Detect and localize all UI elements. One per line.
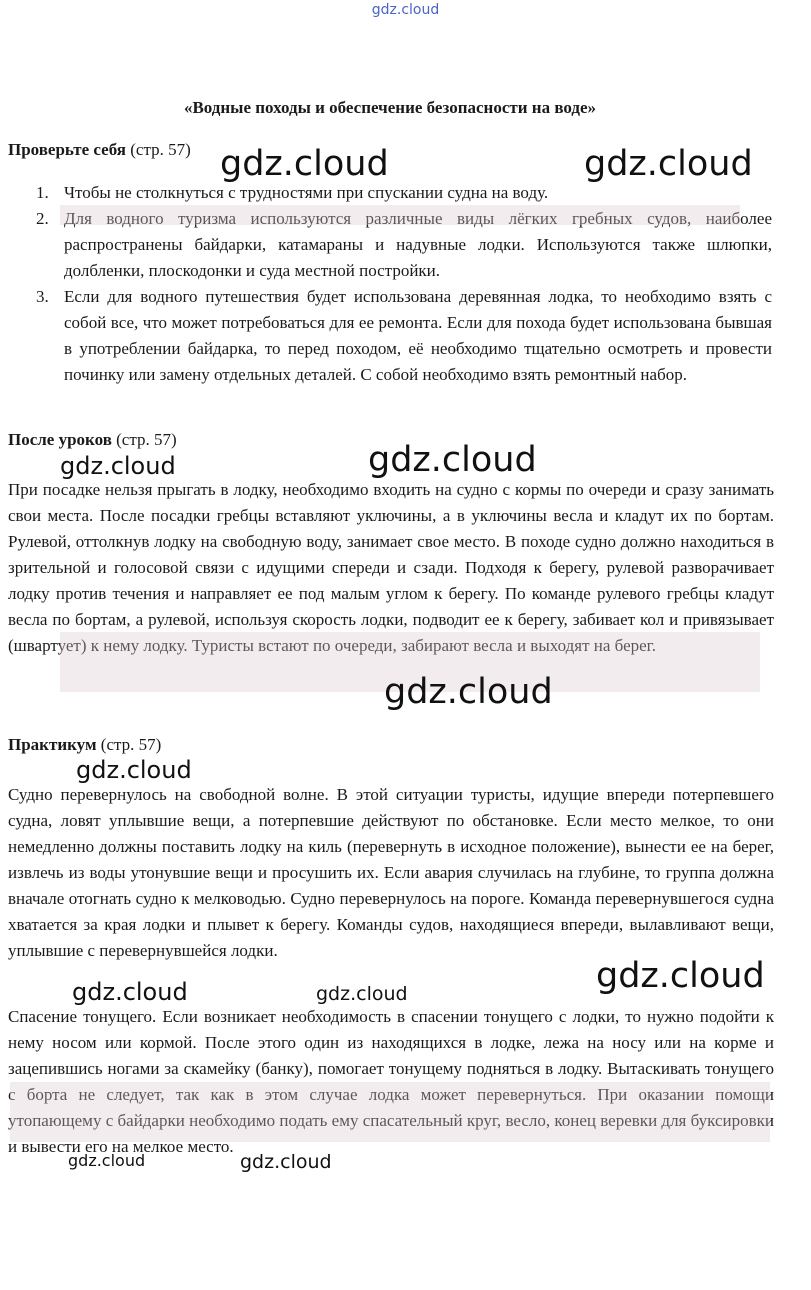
section-heading-practicum [8,735,161,755]
item-number: 2. [36,209,49,228]
heading-bold: Проверьте себя [8,140,126,159]
item-text: Если для водного путешествия будет использована деревянная лодка, то необходимо взять с собой все, что может потребоваться для ее ремонта. Если для похода будет использована бывшая в употреблении байдарка, то перед походом, её необходимо тщательно осмотреть и провести починку или замену отдельных деталей. С собой необходимо взять ремонтный набор. [64,287,772,384]
heading-bold: После уроков [8,430,112,449]
item-number: 3. [36,287,49,306]
top-link[interactable]: gdz.cloud [371,2,440,18]
section-heading-after-lessons [8,430,177,450]
heading-page-ref: (стр. 57) [111,430,177,449]
item-text: Чтобы не столкнуться с трудностями при спускании судна на воду. [64,183,549,202]
practicum-paragraph-1: Судно перевернулось на свободной волне. В этой ситуации туристы, идущие впереди потерпевшего судна, ловят уплывшие вещи, а потерпевшие действуют по обстановке. Если место мелкое, то они немедленно должны поставить лодку на киль (перевернуть в исходное положение), вынести ее на берег, извлечь из воды утонувшие вещи и просушить их. Если авария случилась на глубине, то группа должна вначале отогнать судно к мелководью. Судно перевернулось на пороге. Команда перевернувшегося судна хватается за края лодки и плывет к берегу. Команды судов, находящиеся впереди, вылавливают вещи, уплывшие с перевернувшейся лодки. [8,785,774,960]
answers-list [8,180,772,388]
watermark: gdz.cloud [316,983,408,1005]
heading-page-ref: (стр. 57) [96,735,162,754]
item-number: 1. [36,183,49,202]
page-title: «Водные походы и обеспечение безопасности на воде» [183,98,597,117]
watermark: gdz.cloud [584,144,753,184]
heading-bold: Практикум [8,735,97,754]
watermark: gdz.cloud [60,452,176,480]
watermark: gdz.cloud [76,756,192,784]
watermark: gdz.cloud [384,672,553,712]
watermark: gdz.cloud [240,1151,332,1173]
list-item [8,206,772,284]
heading-page-ref: (стр. 57) [126,140,191,159]
watermark: gdz.cloud [596,956,765,996]
after-lessons-paragraph: При посадке нельзя прыгать в лодку, необходимо входить на судно с кормы по очереди и сразу занимать свои места. После посадки гребцы вставляют уключины, а в уключины весла и кладут их по бортам. Рулевой, оттолкнув лодку на свободную воду, занимает свое место. В походе судно должно находиться в зрительной и голосовой связи с идущими спереди и сзади. Подходя к берегу, рулевой разворачивает лодку против течения и направляет ее под малым углом к берегу. По команде рулевого гребцы кладут весла по бортам, а рулевой, используя скорость лодки, подводит ее к берегу, забивает кол и привязывает (швартует) к нему лодку. Туристы встают по очереди, забирают весла и выходят на берег. [8,480,774,655]
list-item [8,284,772,388]
watermark: gdz.cloud [220,144,389,184]
watermark: gdz.cloud [368,440,537,480]
item-text: Для водного туризма используются различные виды лёгких гребных судов, наиболее распространены байдарки, катамараны и надувные лодки. Используются также шлюпки, долбленки, плоскодонки и суда местной постройки. [64,209,772,280]
section-heading-check-yourself [8,140,191,160]
watermark: gdz.cloud [68,1151,146,1170]
watermark: gdz.cloud [72,978,188,1006]
practicum-paragraph-2: Спасение тонущего. Если возникает необходимость в спасении тонущего с лодки, то нужно подойти к нему носом или кормой. После этого один из находящихся в лодке, лежа на носу или на корме и зацепившись ногами за скамейку (банку), помогает тонущему подняться в лодку. Вытаскивать тонущего с борта не следует, так как в этом случае лодка может перевернуться. При оказании помощи утопающему с байдарки необходимо подать ему спасательный круг, весло, конец веревки для буксировки и вывести его на мелкое место. [8,1007,774,1156]
